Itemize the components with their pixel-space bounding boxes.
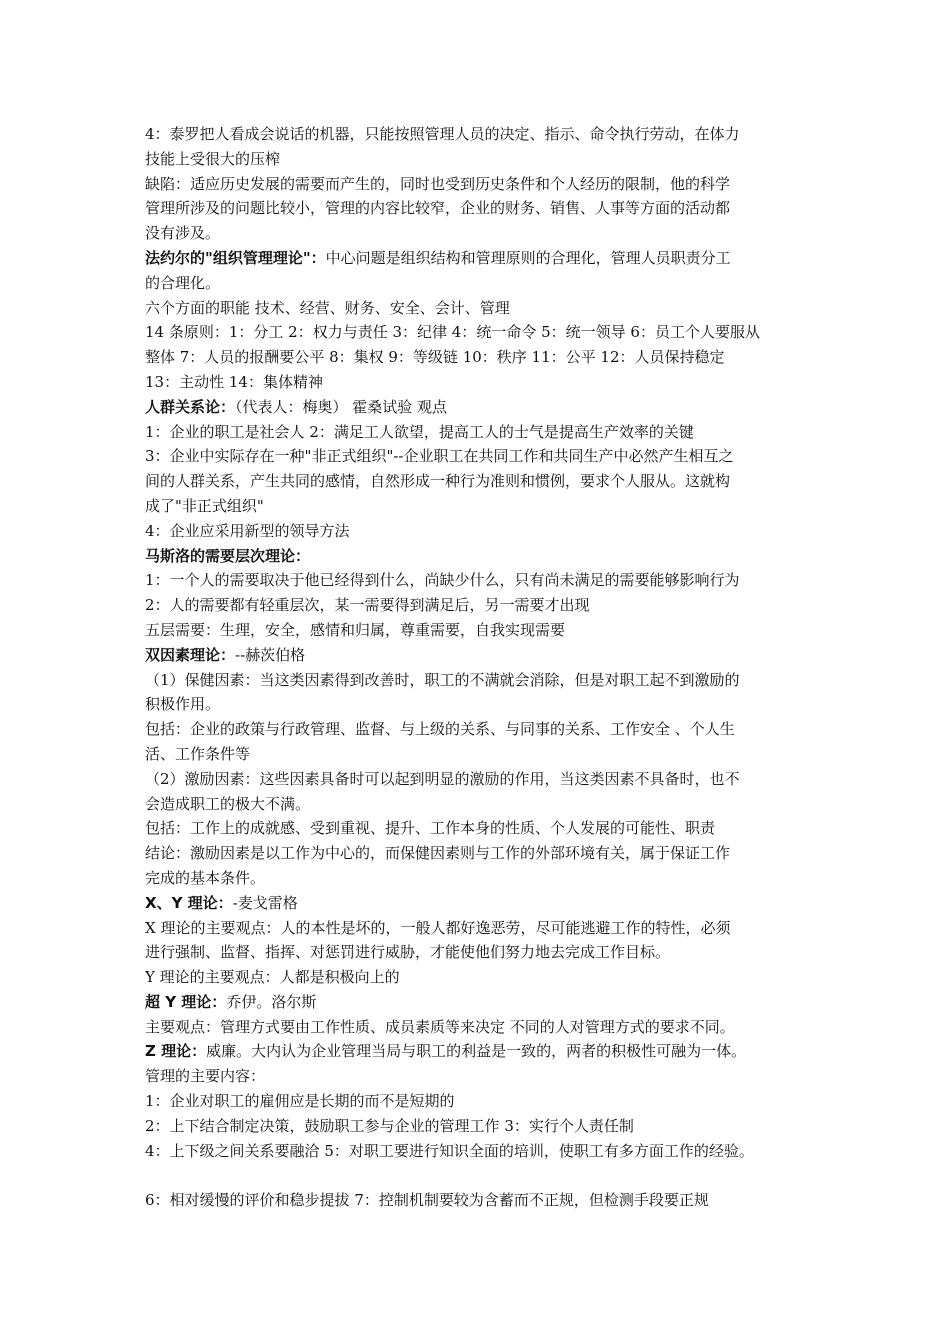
text-line	[145, 1188, 817, 1213]
line-text: X 理论的主要观点：人的本性是坏的，一般人都好逸恶劳，尽可能逃避工作的特性，必须	[145, 918, 731, 937]
text-line	[145, 345, 817, 370]
text-line	[145, 643, 817, 668]
line-text: 的合理化。	[145, 273, 221, 292]
section-heading: 双因素理论：	[145, 645, 236, 664]
line-text: 完成的基本条件。	[145, 868, 266, 887]
line-text: 6：相对缓慢的评价和稳步提拔 7：控制机制要较为含蓄而不正规，但检测手段要正规	[145, 1191, 709, 1210]
text-line	[145, 1163, 817, 1188]
text-line	[145, 1015, 817, 1040]
text-line	[145, 792, 817, 817]
text-line	[145, 1064, 817, 1089]
text-line	[145, 172, 817, 197]
text-line	[145, 395, 817, 420]
text-line	[145, 940, 817, 965]
text-line	[145, 370, 817, 395]
line-text: 1：企业对职工的雇佣应是长期的而不是短期的	[145, 1092, 455, 1111]
text-line	[145, 221, 817, 246]
text-line	[145, 717, 817, 742]
line-text: 缺陷：适应历史发展的需要而产生的，同时也受到历史条件和个人经历的限制，他的科学	[145, 174, 731, 193]
text-line	[145, 420, 817, 445]
text-line	[145, 767, 817, 792]
section-heading: X、Y 理论：	[145, 893, 233, 912]
text-line	[145, 296, 817, 321]
text-line	[145, 519, 817, 544]
line-text: 成了"非正式组织"	[145, 496, 264, 515]
line-text: 整体 7：人员的报酬要公平 8：集权 9：等级链 10：秩序 11：公平 12：人员保持稳定	[145, 348, 725, 367]
text-line	[145, 1114, 817, 1139]
text-line	[145, 593, 817, 618]
text-line	[145, 1139, 817, 1164]
text-line	[145, 965, 817, 990]
line-text: 技能上受很大的压榨	[145, 149, 281, 168]
text-line	[145, 891, 817, 916]
text-line	[145, 271, 817, 296]
text-line	[145, 320, 817, 345]
line-text: 五层需要：生理，安全，感情和归属，尊重需要，自我实现需要	[145, 620, 566, 639]
line-text: 主要观点：管理方式要由工作性质、成员素质等来决定 不同的人对管理方式的要求不同。	[145, 1017, 735, 1036]
section-heading: Z 理论：	[145, 1042, 207, 1061]
line-text: 中心问题是组织结构和管理原则的合理化，管理人员职责分工	[325, 248, 731, 267]
line-text: （2）激励因素：这些因素具备时可以起到明显的激励的作用，当这类因素不具备时，也不	[145, 769, 740, 788]
text-line	[145, 866, 817, 891]
line-text: 进行强制、监督、指挥、对惩罚进行威胁，才能使他们努力地去完成工作目标。	[145, 943, 671, 962]
line-text: 没有涉及。	[145, 224, 221, 243]
line-text: 包括：企业的政策与行政管理、监督、与上级的关系、与同事的关系、工作安全 、个人生	[145, 720, 735, 739]
text-line	[145, 147, 817, 172]
line-text: 积极作用。	[145, 695, 221, 714]
text-line	[145, 618, 817, 643]
text-line	[145, 444, 817, 469]
line-text: 13：主动性 14：集体精神	[145, 372, 323, 391]
line-text: 间的人群关系，产生共同的感情，自然形成一种行为准则和惯例，要求个人服从。这就构	[145, 472, 731, 491]
text-line	[145, 544, 817, 569]
line-text: 乔伊。洛尔斯	[226, 992, 317, 1011]
text-line	[145, 196, 817, 221]
line-text: 六个方面的职能 技术、经营、财务、安全、会计、管理	[145, 298, 510, 317]
line-text: 活、工作条件等	[145, 744, 251, 763]
line-text: 1：一个人的需要取决于他已经得到什么，尚缺少什么，只有尚未满足的需要能够影响行为	[145, 571, 740, 590]
text-line	[145, 568, 817, 593]
line-text: 1：企业的职工是社会人 2：满足工人欲望，提高工人的士气是提高生产效率的关键	[145, 422, 694, 441]
text-line	[145, 668, 817, 693]
section-heading: 超 Y 理论：	[145, 992, 227, 1011]
text-line	[145, 122, 817, 147]
text-line	[145, 816, 817, 841]
line-text: 结论：激励因素是以工作为中心的，而保健因素则与工作的外部环境有关，属于保证工作	[145, 844, 731, 863]
text-line	[145, 1039, 817, 1064]
line-text: 2：人的需要都有轻重层次，某一需要得到满足后，另一需要才出现	[145, 596, 590, 615]
section-heading: 法约尔的"组织管理理论"：	[145, 248, 326, 267]
line-text: 威廉。大内认为企业管理当局与职工的利益是一致的，两者的积极性可融为一体。	[206, 1042, 747, 1061]
line-text: （代表人：梅奥） 霍桑试验 观点	[235, 397, 448, 416]
text-line	[145, 841, 817, 866]
text-line	[145, 916, 817, 941]
line-text: 4：泰罗把人看成会说话的机器，只能按照管理人员的决定、指示、命令执行劳动，在体力	[145, 125, 740, 143]
text-line	[145, 990, 817, 1015]
line-text: 管理所涉及的问题比较小，管理的内容比较窄，企业的财务、销售、人事等方面的活动都	[145, 199, 731, 218]
text-line	[145, 692, 817, 717]
line-text: 3：企业中实际存在一种"非正式组织"--企业职工在共同工作和共同生产中必然产生相互之	[145, 447, 734, 466]
line-text: 14 条原则：1：分工 2：权力与责任 3：纪律 4：统一命令 5：统一领导 6：员工个人要服从	[145, 323, 760, 342]
section-heading: 马斯洛的需要层次理论：	[145, 546, 311, 565]
line-text: 4：上下级之间关系要融洽 5：对职工要进行知识全面的培训，使职工有多方面工作的经验。	[145, 1141, 754, 1160]
text-line	[145, 469, 817, 494]
document-body	[145, 122, 817, 1213]
text-line	[145, 494, 817, 519]
text-line	[145, 1089, 817, 1114]
section-heading: 人群关系论：	[145, 397, 236, 416]
line-text: 管理的主要内容：	[145, 1067, 266, 1086]
line-text: 2：上下结合制定决策，鼓励职工参与企业的管理工作 3：实行个人责任制	[145, 1116, 634, 1135]
text-line	[145, 246, 817, 271]
line-text: Y 理论的主要观点：人都是积极向上的	[145, 968, 400, 987]
line-text: 包括：工作上的成就感、受到重视、提升、工作本身的性质、个人发展的可能性、职责	[145, 819, 716, 838]
line-text: 4：企业应采用新型的领导方法	[145, 521, 350, 540]
text-line	[145, 742, 817, 767]
line-text: 会造成职工的极大不满。	[145, 794, 311, 813]
line-text: -麦戈雷格	[232, 893, 298, 912]
line-text: （1）保健因素：当这类因素得到改善时，职工的不满就会消除，但是对职工起不到激励的	[145, 670, 740, 689]
line-text: --赫茨伯格	[235, 645, 306, 664]
